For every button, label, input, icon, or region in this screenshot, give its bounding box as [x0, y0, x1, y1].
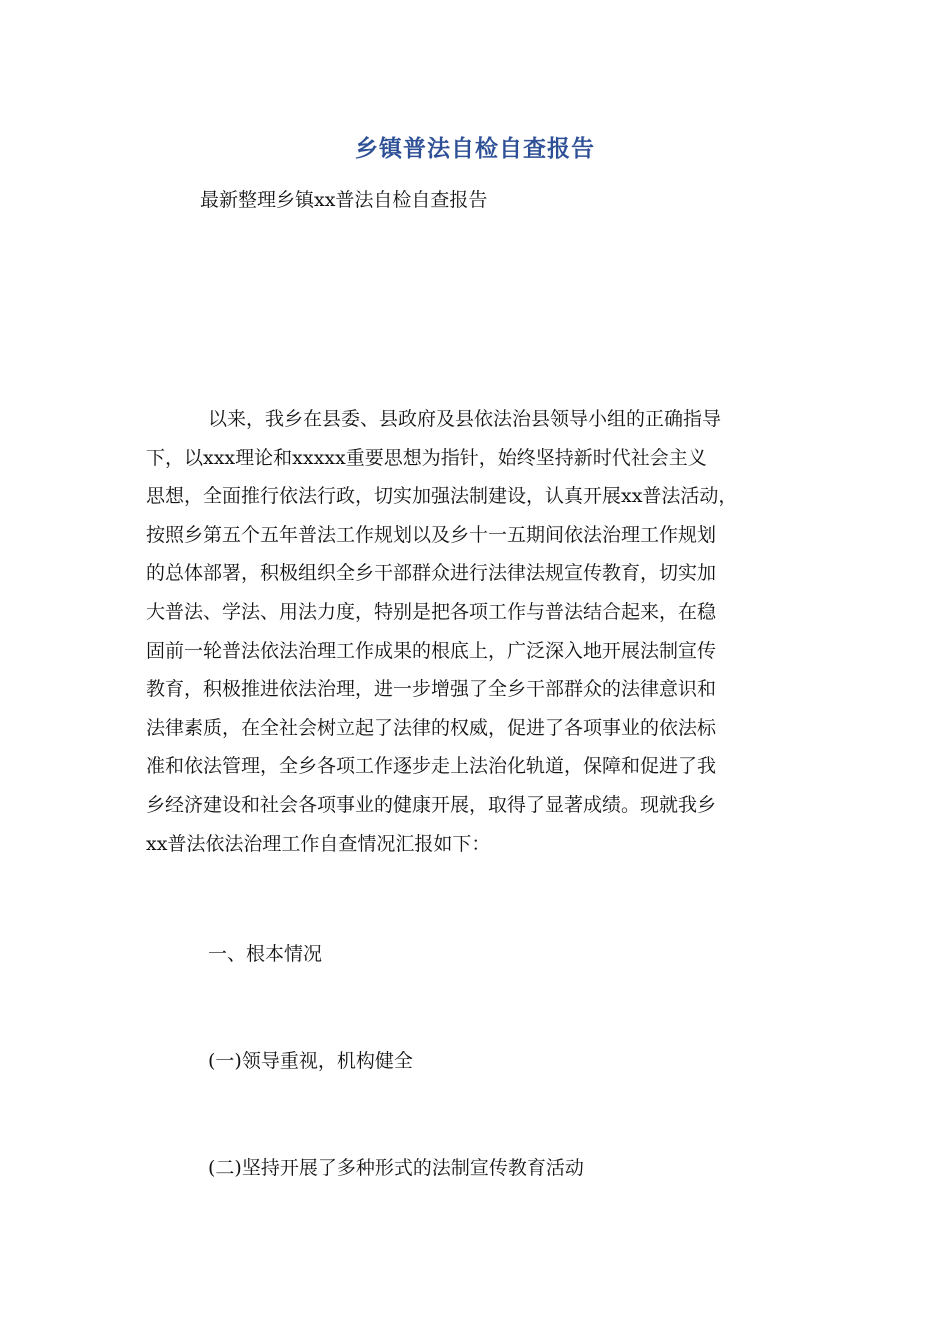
paragraph-line: 固前一轮普法依法治理工作成果的根底上，广泛深入地开展法制宣传 [146, 639, 717, 662]
paragraph-line: xx普法依法治理工作自查情况汇报如下： [146, 832, 491, 855]
paragraph-line: 的总体部署，积极组织全乡干部群众进行法律法规宣传教育，切实加 [146, 562, 717, 585]
paragraph-line: 以来，我乡在县委、县政府及县依法治县领导小组的正确指导 [208, 408, 722, 430]
paragraph-line: 大普法、学法、用法力度，特别是把各项工作与普法结合起来，在稳 [146, 600, 717, 623]
paragraph-line: 乡经济建设和社会各项事业的健康开展，取得了显著成绩。现就我乡 [146, 793, 717, 816]
paragraph-line: 下，以xxx理论和xxxxx重要思想为指针，始终坚持新时代社会主义 [146, 446, 707, 469]
paragraph-line: 准和依法管理，全乡各项工作逐步走上法治化轨道，保障和促进了我 [146, 755, 717, 778]
paragraph-line: 法律素质，在全社会树立起了法律的权威，促进了各项事业的依法标 [146, 716, 717, 739]
body-paragraph [146, 400, 806, 863]
sub-heading-leadership: (一)领导重视，机构健全 [208, 1050, 413, 1072]
paragraph-line: 教育，积极推进依法治理，进一步增强了全乡干部群众的法律意识和 [146, 678, 717, 701]
document-title: 乡镇普法自检自查报告 [355, 136, 595, 162]
section-heading: 一、根本情况 [208, 943, 323, 965]
paragraph-line: 按照乡第五个五年普法工作规划以及乡十一五期间依法治理工作规划 [146, 523, 717, 546]
document-subtitle: 最新整理乡镇xx普法自检自查报告 [200, 189, 488, 211]
paragraph-line: 思想，全面推行依法行政，切实加强法制建设，认真开展xx普法活动， [146, 485, 738, 508]
sub-heading-education-activities: (二)坚持开展了多种形式的法制宣传教育活动 [208, 1157, 584, 1179]
